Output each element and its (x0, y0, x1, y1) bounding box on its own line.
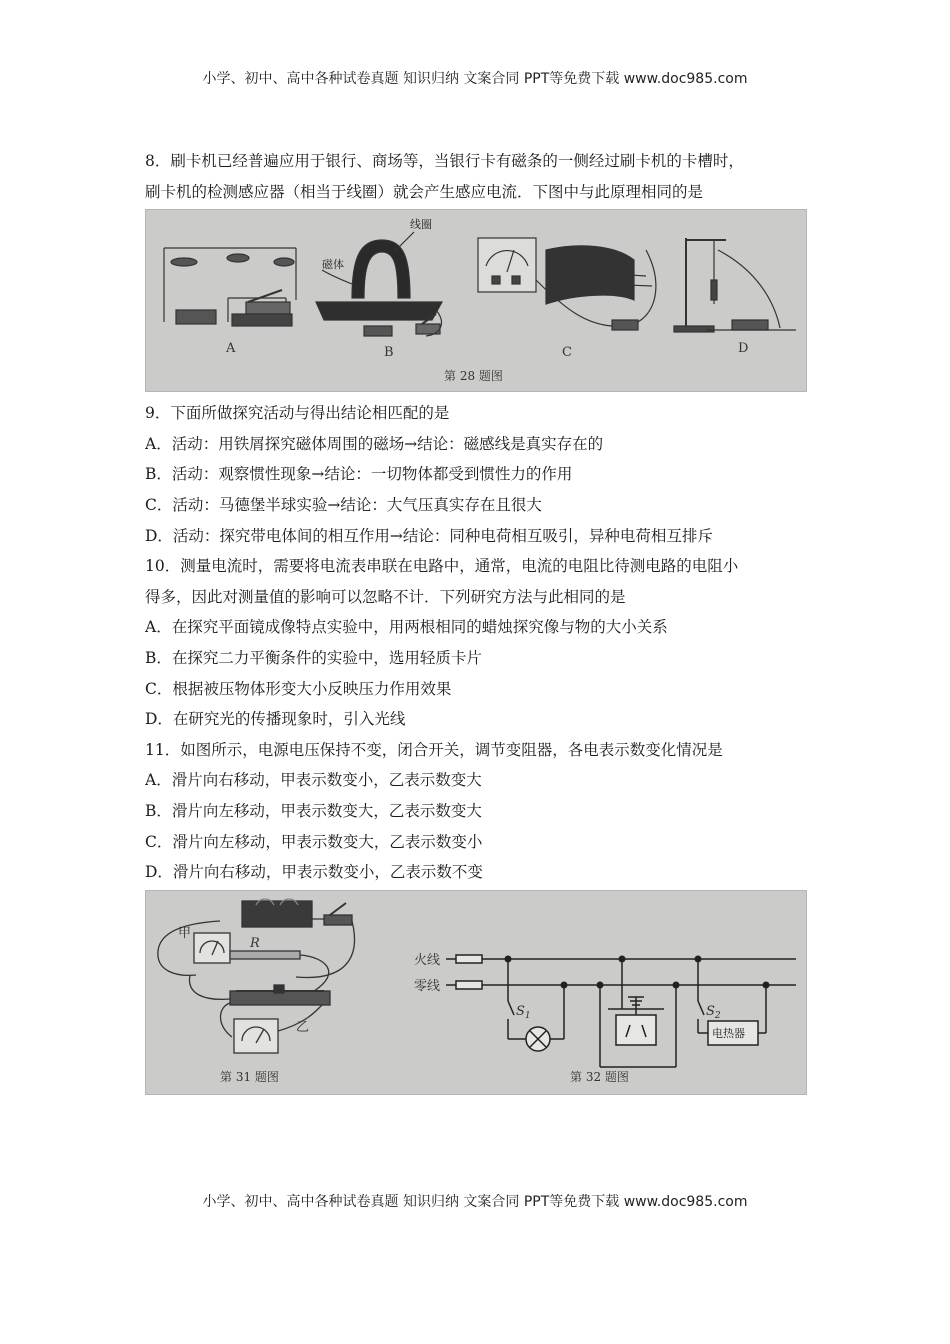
q9-stem: 9．下面所做探究活动与得出结论相匹配的是 (145, 404, 450, 423)
live-wire-label: 火线 (414, 952, 441, 968)
panel-label-d: D (738, 341, 749, 357)
q9-option-b: B．活动：观察惯性现象→结论：一切物体都受到惯性力的作用 (145, 465, 573, 484)
fig32-caption: 第 32 题图 (570, 1069, 629, 1084)
q10-option-a: A．在探究平面镜成像特点实验中，用两根相同的蜡烛探究像与物的大小关系 (145, 618, 668, 637)
q8-figure (145, 209, 807, 392)
coil-tag: 线圈 (410, 218, 432, 232)
q11-option-c: C．滑片向左移动，甲表示数变大，乙表示数变小 (145, 832, 483, 851)
q8-figure-caption: 第 28 题图 (444, 369, 503, 384)
neutral-wire-label: 零线 (414, 978, 441, 994)
switch-s2-label: $S_2$ (706, 1003, 721, 1021)
q10-stem-line2: 得多，因此对测量值的影响可以忽略不计．下列研究方法与此相同的是 (145, 587, 626, 606)
q10-option-c: C．根据被压物体形变大小反映压力作用效果 (145, 679, 452, 698)
heater-label: 电热器 (712, 1026, 745, 1040)
q9-option-d: D．活动：探究带电体间的相互作用→结论：同种电荷相互吸引，异种电荷相互排斥 (145, 526, 713, 545)
q9-option-c: C．活动：马德堡半球实验→结论：大气压真实存在且很大 (145, 495, 542, 514)
q10-stem-line1: 10．测量电流时，需要将电流表串联在电路中，通常，电流的电阻比待测电路的电阻小 (145, 557, 739, 576)
panel-label-c: C (562, 345, 572, 361)
meter-jia-label: 甲 (178, 925, 192, 941)
fig31-caption: 第 31 题图 (220, 1069, 279, 1084)
q11-figure-drawing (146, 891, 807, 1095)
switch-s1-label: $S_1$ (516, 1003, 531, 1021)
exam-content (145, 146, 817, 1095)
q8-figure-drawing (146, 210, 807, 392)
resistor-label: R (250, 935, 260, 951)
q8-stem-line2: 刷卡机的检测感应器（相当于线圈）就会产生感应电流．下图中与此原理相同的是 (145, 182, 704, 201)
page-header: 小学、初中、高中各种试卷真题 知识归纳 文案合同 PPT等免费下载 www.doc985.com (202, 71, 748, 87)
meter-yi-label: 乙 (296, 1019, 310, 1035)
q11-option-b: B．滑片向左移动，甲表示数变大，乙表示数变大 (145, 801, 482, 820)
q11-stem: 11．如图所示，电源电压保持不变，闭合开关，调节变阻器，各电表示数变化情况是 (145, 740, 723, 759)
panel-label-b: B (384, 345, 394, 361)
panel-label-a: A (226, 341, 236, 357)
magnet-tag: 磁体 (322, 258, 344, 272)
page-footer: 小学、初中、高中各种试卷真题 知识归纳 文案合同 PPT等免费下载 www.doc985.com (202, 1194, 748, 1210)
q11-option-a: A．滑片向右移动，甲表示数变小，乙表示数变大 (145, 771, 482, 790)
q10-option-d: D．在研究光的传播现象时，引入光线 (145, 710, 406, 729)
q11-figure (145, 890, 807, 1095)
q9-option-a: A．活动：用铁屑探究磁体周围的磁场→结论：磁感线是真实存在的 (145, 434, 604, 453)
q10-option-b: B．在探究二力平衡条件的实验中，选用轻质卡片 (145, 648, 482, 667)
q11-option-d: D．滑片向右移动，甲表示数变小，乙表示数不变 (145, 863, 483, 882)
q8-stem-line1: 8．刷卡机已经普遍应用于银行、商场等，当银行卡有磁条的一侧经过刷卡机的卡槽时， (145, 152, 744, 170)
